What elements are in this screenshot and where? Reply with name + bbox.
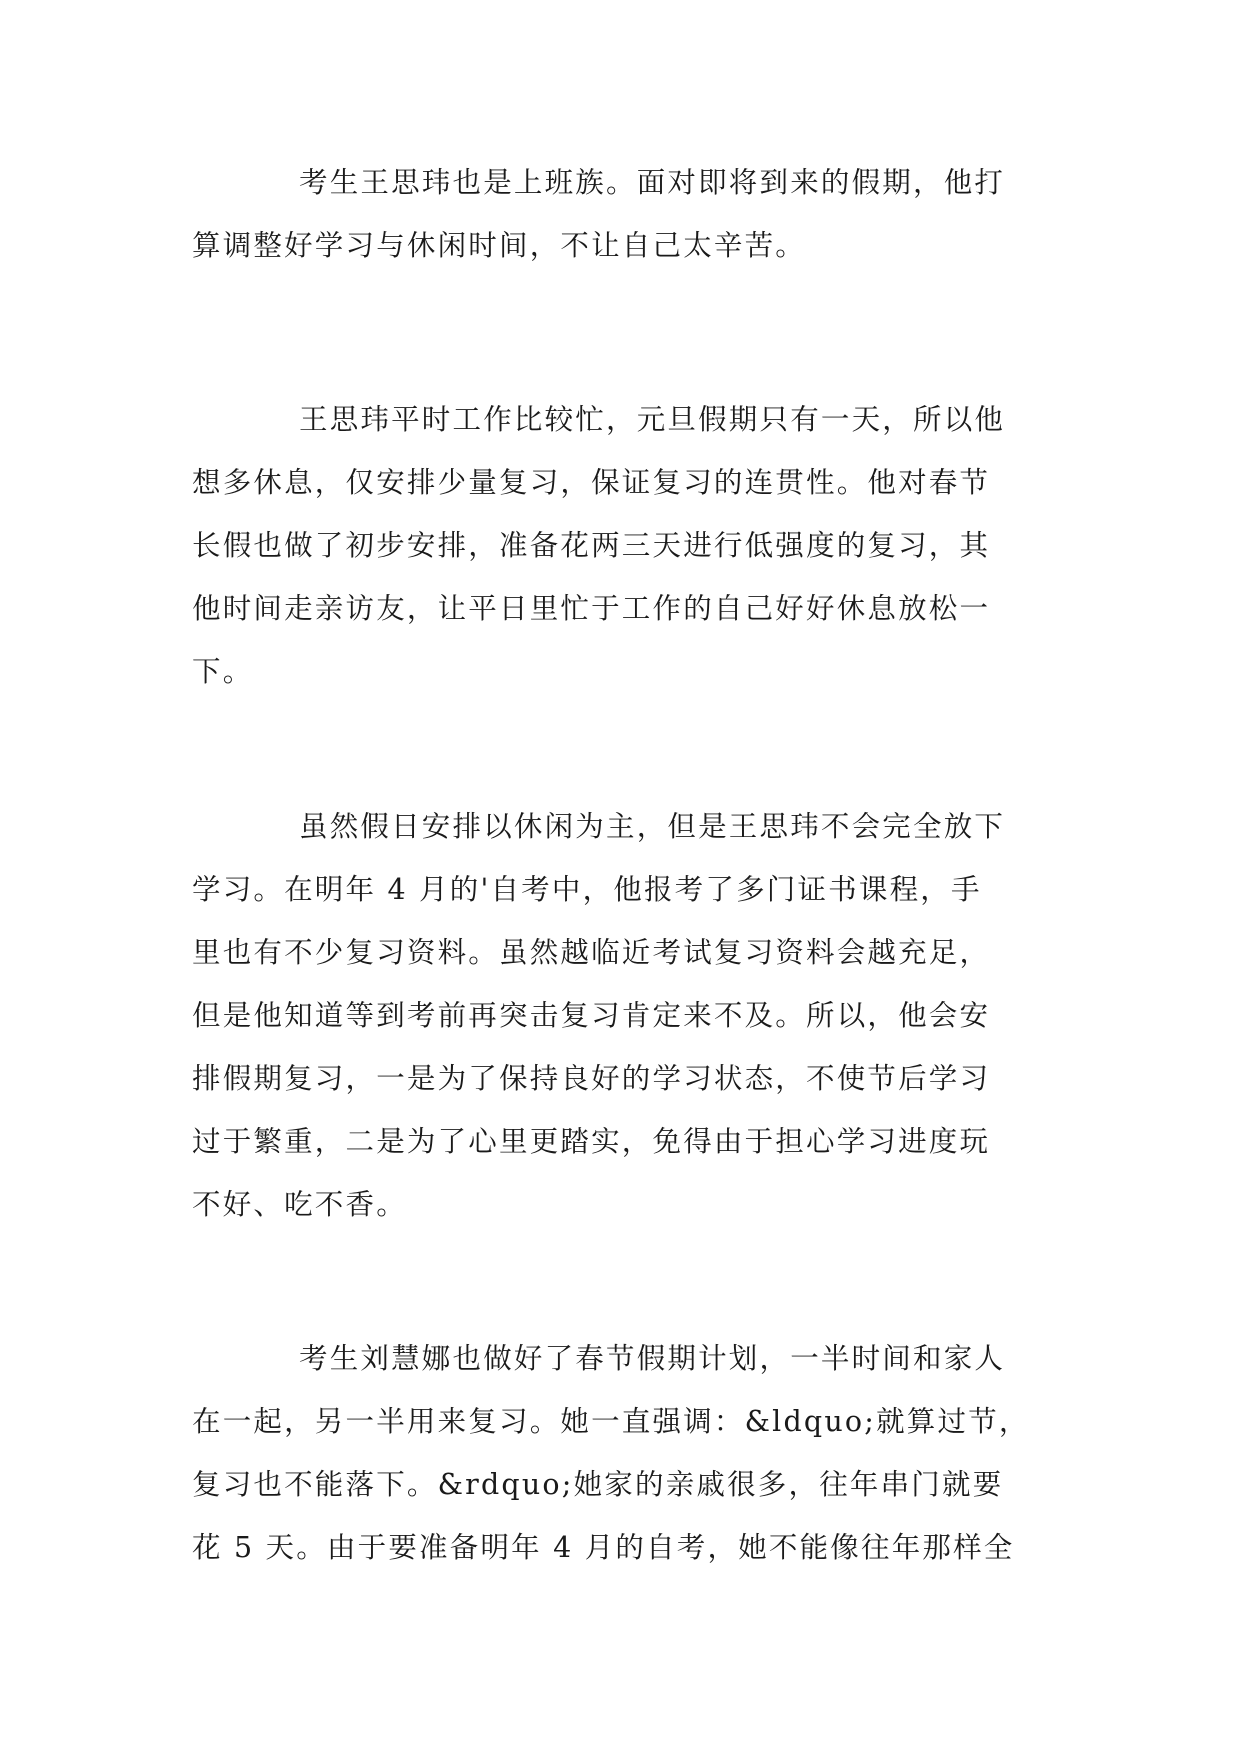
- paragraph-line: 但是他知道等到考前再突击复习肯定来不及。所以，他会安: [192, 999, 991, 1032]
- paragraph-line: 在一起，另一半用来复习。她一直强调：&ldquo;就算过节，: [192, 1405, 1030, 1438]
- paragraph-line: 王思玮平时工作比较忙，元旦假期只有一天，所以他: [299, 403, 1006, 436]
- paragraph-line: 花 5 天。由于要准备明年 4 月的自考，她不能像往年那样全: [192, 1531, 1015, 1564]
- paragraph-line: 虽然假日安排以休闲为主，但是王思玮不会完全放下: [299, 810, 1006, 843]
- paragraph-1: [192, 151, 1062, 277]
- paragraph-line: 复习也不能落下。&rdquo;她家的亲戚很多，往年串门就要: [192, 1468, 1004, 1501]
- paragraph-line: 长假也做了初步安排，准备花两三天进行低强度的复习，其: [192, 529, 991, 562]
- paragraph-line: 过于繁重，二是为了心里更踏实，免得由于担心学习进度玩: [192, 1125, 991, 1158]
- paragraph-line: 考生王思玮也是上班族。面对即将到来的假期，他打: [299, 166, 1006, 199]
- paragraph-line: 他时间走亲访友，让平日里忙于工作的自己好好休息放松一: [192, 592, 991, 625]
- paragraph-line: 考生刘慧娜也做好了春节假期计划，一半时间和家人: [299, 1342, 1006, 1375]
- paragraph-line: 里也有不少复习资料。虽然越临近考试复习资料会越充足，: [192, 936, 991, 969]
- paragraph-4: [192, 1327, 1062, 1579]
- paragraph-line: 下。: [192, 655, 254, 688]
- paragraph-line: 排假期复习，一是为了保持良好的学习状态，不使节后学习: [192, 1062, 991, 1095]
- paragraph-line: 学习。在明年 4 月的'自考中，他报考了多门证书课程，手: [192, 873, 982, 906]
- paragraph-line: 不好、吃不香。: [192, 1188, 407, 1221]
- paragraph-3: [192, 795, 1062, 1236]
- paragraph-line: 算调整好学习与休闲时间，不让自己太辛苦。: [192, 229, 807, 262]
- paragraph-2: [192, 388, 1062, 703]
- paragraph-line: 想多休息，仅安排少量复习，保证复习的连贯性。他对春节: [192, 466, 991, 499]
